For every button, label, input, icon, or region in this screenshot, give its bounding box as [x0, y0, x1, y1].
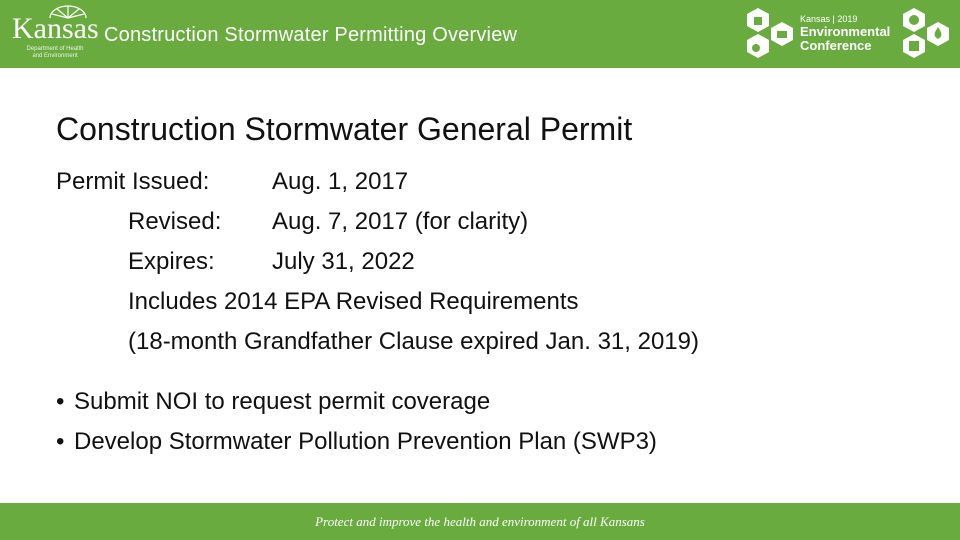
info-label: Permit Issued:: [56, 168, 210, 195]
hexagon-icons-right: [898, 6, 954, 62]
bullet-text: Develop Stormwater Pollution Prevention Plan (SWP3): [74, 428, 657, 455]
conference-name: [800, 25, 898, 53]
conference-logo: [742, 6, 954, 62]
info-label: Revised:: [128, 208, 222, 235]
kdhe-wordmark: Kansas: [12, 12, 99, 45]
info-value: Aug. 7, 2017 (for clarity): [272, 208, 529, 235]
hexagon-icons: [742, 6, 798, 62]
bullet-list: [56, 382, 657, 462]
bullet-icon: •: [56, 428, 65, 455]
bullet-text: Submit NOI to request permit coverage: [74, 388, 491, 415]
info-value: Aug. 1, 2017: [272, 168, 409, 195]
footer-tagline: Protect and improve the health and environment of all Kansans: [315, 514, 645, 529]
info-label: (18-month Grandfather Clause expired Jan. 31, 2019): [128, 328, 699, 355]
bullet-icon: •: [56, 388, 65, 415]
slide-title: Construction Stormwater General Permit: [56, 111, 633, 147]
conference-name-line1: Environmental: [800, 24, 891, 39]
list-item: [56, 422, 657, 462]
list-item: [56, 382, 657, 422]
kdhe-subtitle: Department of Health and Environment: [26, 46, 84, 59]
conference-name-line2: Conference: [800, 38, 872, 53]
conference-year: Kansas | 2019: [800, 14, 858, 24]
header-title: Construction Stormwater Permitting Overview: [104, 24, 518, 46]
kdhe-logo: [10, 4, 99, 64]
info-label: Includes 2014 EPA Revised Requirements: [128, 288, 579, 315]
footer-bar: [0, 503, 960, 540]
info-label: Expires:: [128, 248, 215, 275]
header-bar: [0, 0, 960, 68]
info-value: July 31, 2022: [272, 248, 415, 275]
